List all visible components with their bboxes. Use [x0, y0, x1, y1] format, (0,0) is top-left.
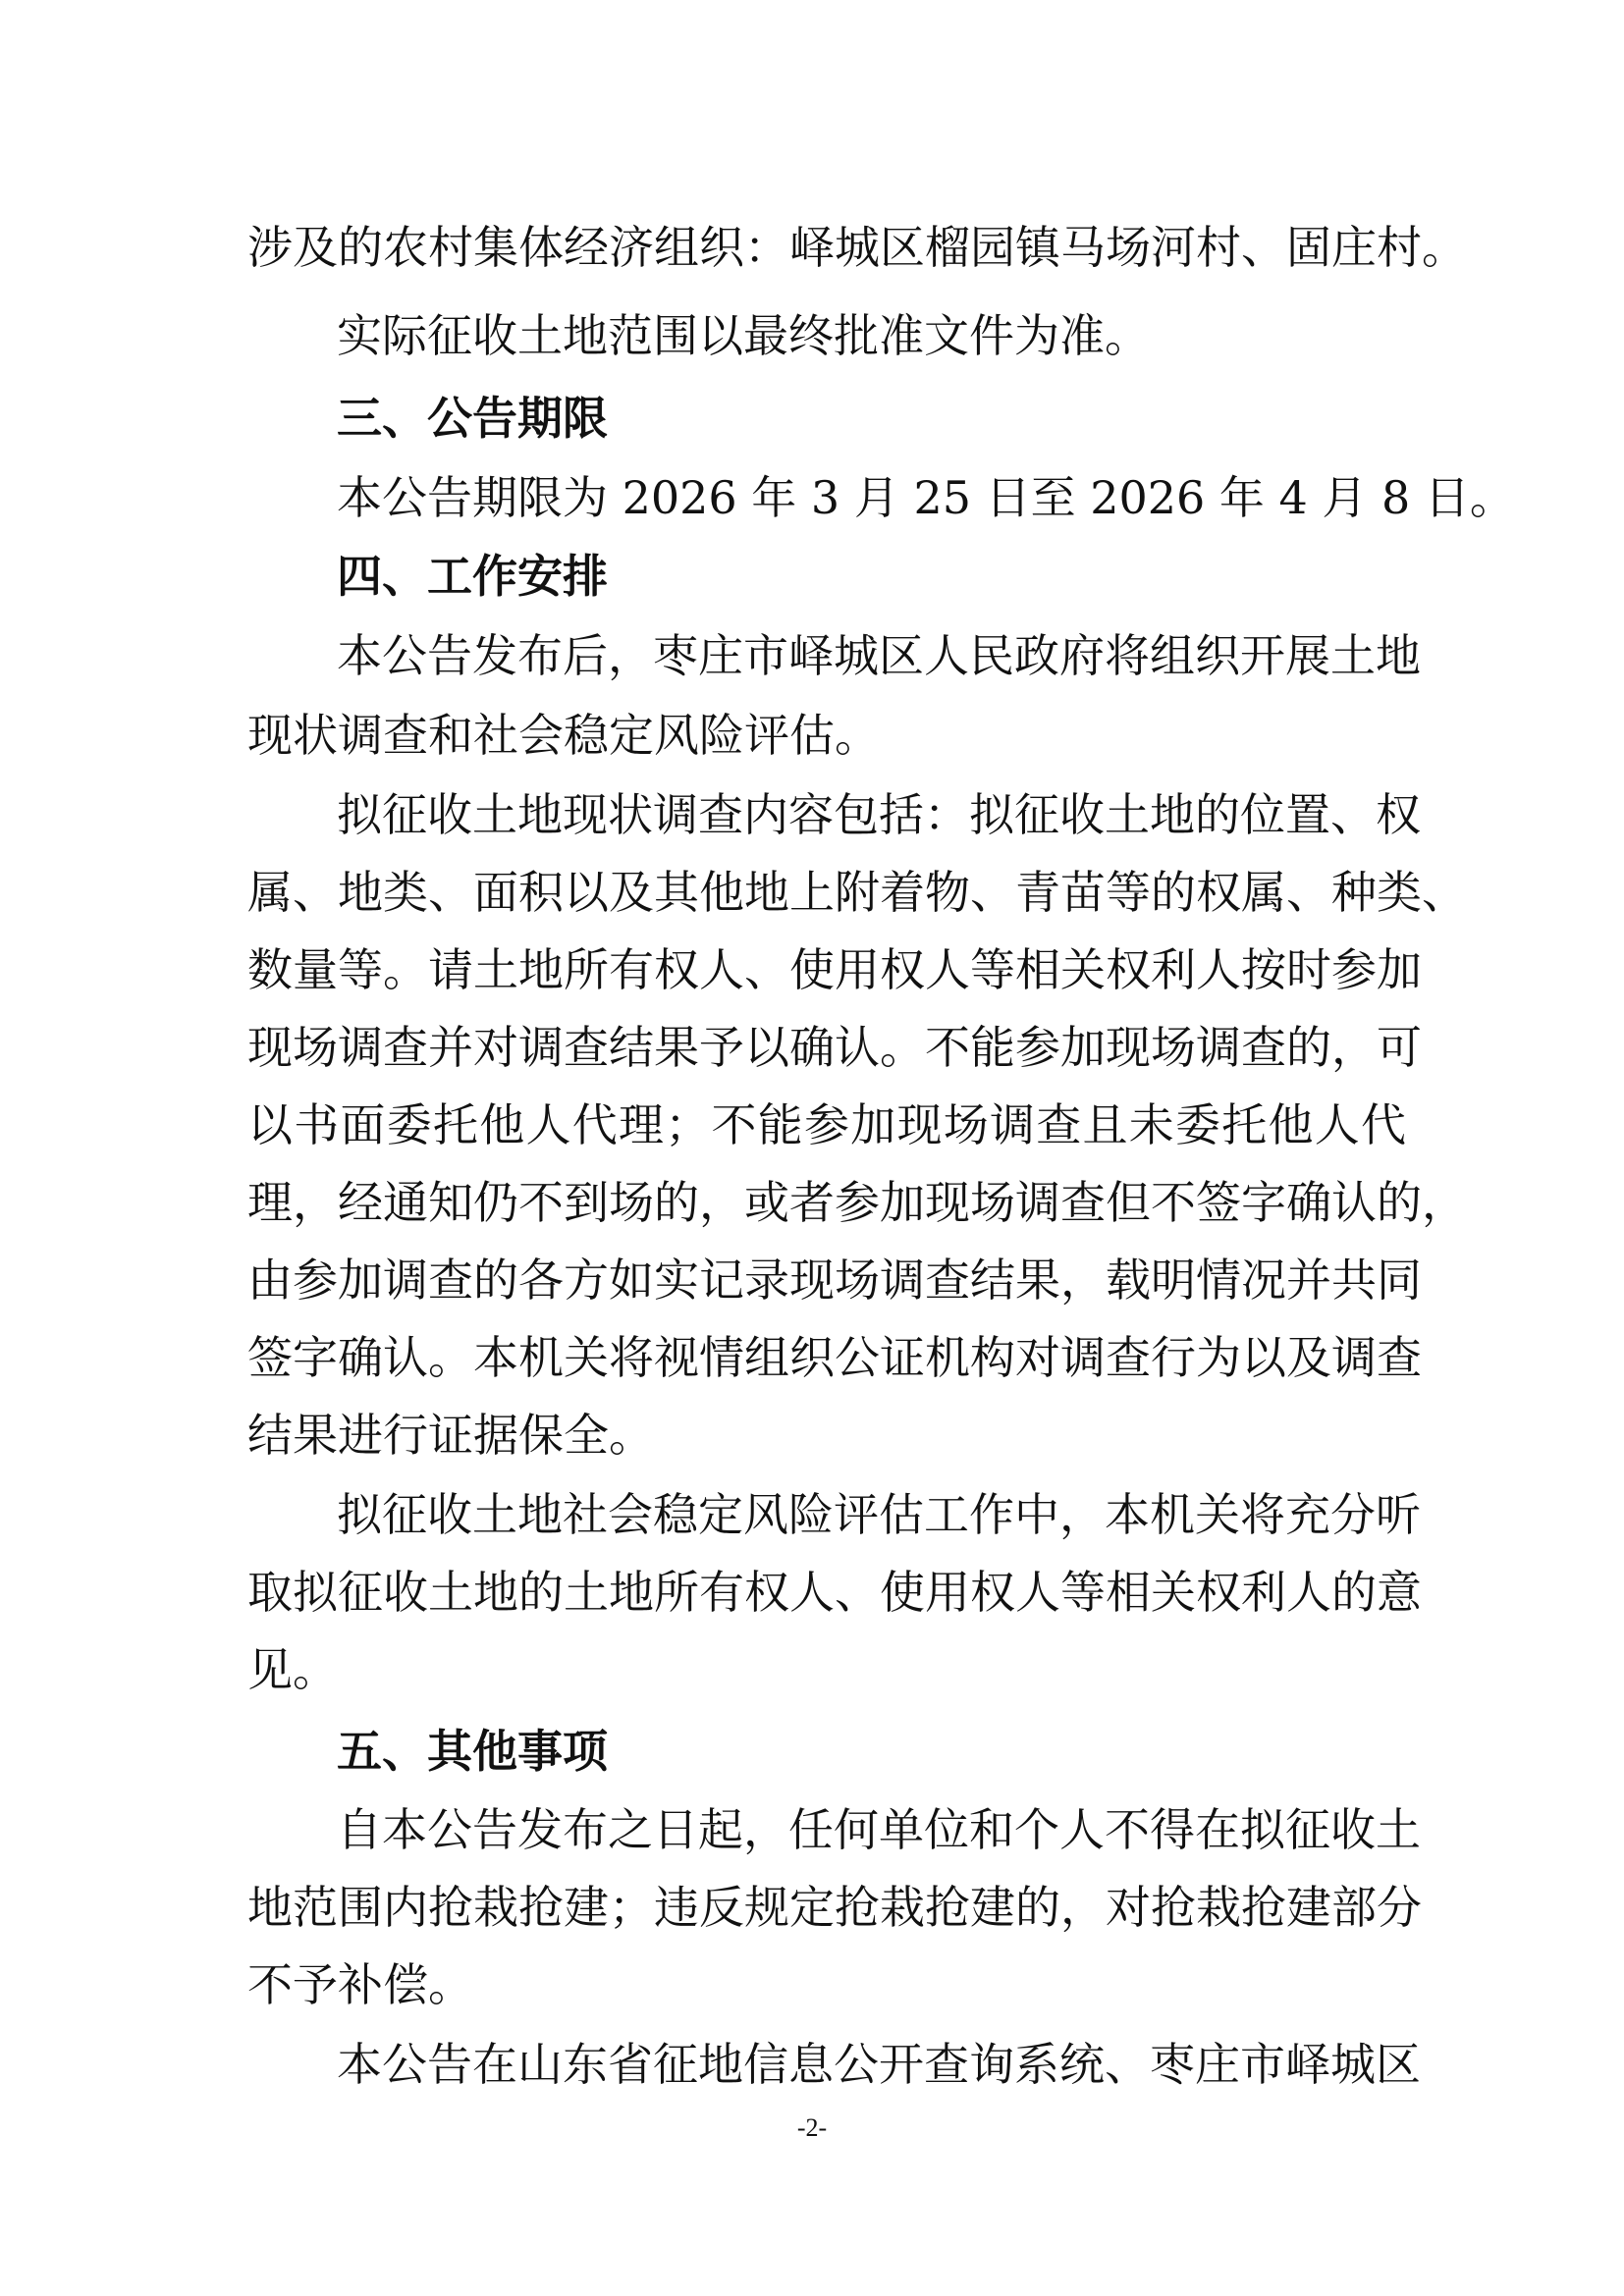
text-line-scope-note: 实际征收土地范围以最终批准文件为准。: [337, 309, 1150, 362]
paragraph-line: 本公告发布后，枣庄市峄城区人民政府将组织开展土地: [337, 629, 1421, 682]
paragraph-line: 见。: [247, 1643, 338, 1696]
paragraph-line: 取拟征收土地的土地所有权人、使用权人等相关权利人的意: [247, 1566, 1422, 1619]
paragraph-line: 自本公告发布之日起，任何单位和个人不得在拟征收土: [337, 1803, 1421, 1856]
paragraph-line: 属、地类、面积以及其他地上附着物、青苗等的权属、种类、: [247, 866, 1467, 919]
paragraph-line: 本公告在山东省征地信息公开查询系统、枣庄市峄城区: [337, 2038, 1421, 2091]
paragraph-line: 以书面委托他人代理；不能参加现场调查且未委托他人代: [247, 1098, 1406, 1151]
paragraph-line: 签字确认。本机关将视情组织公证机构对调查行为以及调查: [247, 1331, 1422, 1384]
section-heading-work-arrangements: 四、工作安排: [337, 550, 608, 603]
paragraph-line: 由参加调查的各方如实记录现场调查结果，载明情况并共同: [247, 1254, 1422, 1307]
paragraph-line: 拟征收土地现状调查内容包括：拟征收土地的位置、权: [337, 788, 1421, 841]
paragraph-line: 结果进行证据保全。: [247, 1409, 654, 1462]
paragraph-line: 现场调查并对调查结果予以确认。不能参加现场调查的，可: [247, 1021, 1422, 1074]
paragraph-line: 现状调查和社会稳定风险评估。: [247, 709, 880, 762]
section-heading-other-matters: 五、其他事项: [337, 1725, 608, 1778]
page-number: -2-: [796, 2113, 828, 2142]
paragraph-line: 不予补偿。: [247, 1958, 473, 2011]
section-heading-notice-period: 三、公告期限: [337, 392, 608, 445]
paragraph-line: 理，经通知仍不到场的，或者参加现场调查但不签字确认的，: [247, 1176, 1467, 1229]
text-line-collectives: 涉及的农村集体经济组织：峄城区榴园镇马场河村、固庄村。: [247, 221, 1467, 274]
paragraph-line: 拟征收土地社会稳定风险评估工作中，本机关将充分听: [337, 1488, 1421, 1541]
paragraph-line: 地范围内抢栽抢建；违反规定抢栽抢建的，对抢栽抢建部分: [247, 1881, 1422, 1934]
text-line-notice-period: 本公告期限为 2026 年 3 月 25 日至 2026 年 4 月 8 日。: [337, 471, 1515, 524]
paragraph-line: 数量等。请土地所有权人、使用权人等相关权利人按时参加: [247, 943, 1422, 996]
